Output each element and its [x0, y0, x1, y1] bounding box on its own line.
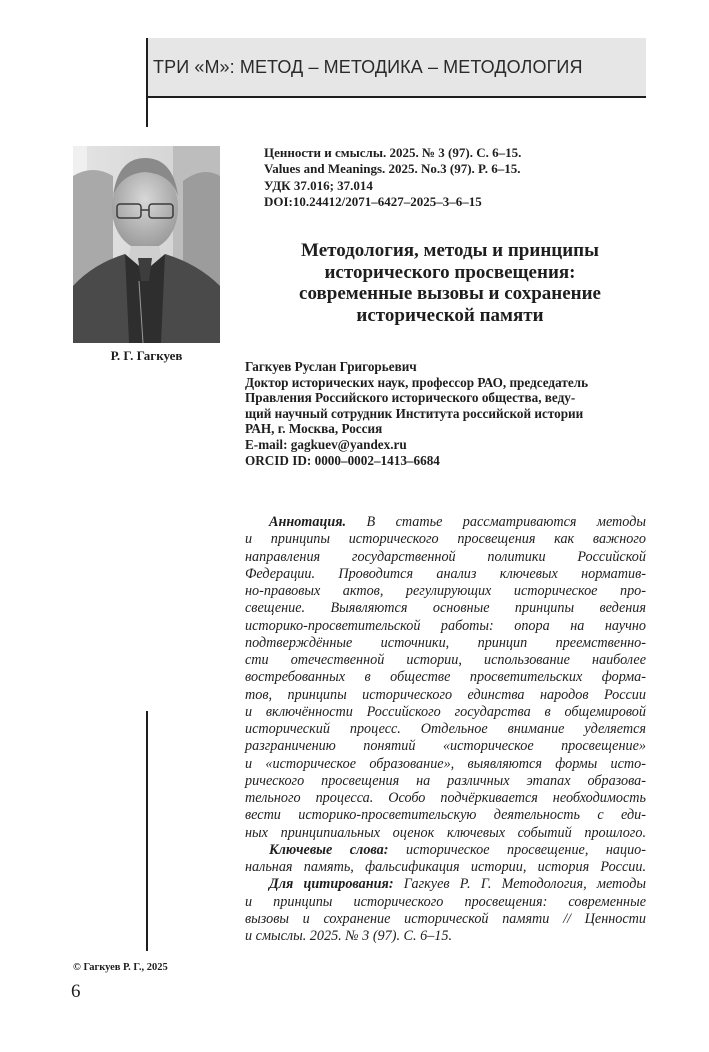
abstract-line: свещение. Выявляются основные принципы ведения [245, 600, 646, 617]
citation-line: вызовы и сохранение исторической памяти // Ценности [245, 910, 646, 927]
author-affiliation-line: Доктор исторических наук, профессор РАО, председатель [245, 374, 589, 390]
copyright-notice: © Гагкуев Р. Г., 2025 [73, 962, 168, 973]
abstract-line: разграничению понятий «историческое просвещение» [245, 738, 646, 755]
abstract-line: ных принципиальных оценок ключевых событий прошлого. [245, 824, 646, 841]
abstract-line: и принципы исторического просвещения как важного [245, 531, 646, 548]
title-line: исторического просвещения: [324, 261, 576, 283]
abstract-line: подтверждённые источники, принцип преемственно- [245, 634, 646, 651]
keywords-first-line [245, 842, 646, 859]
abstract-line: направления государственной политики Российской [245, 548, 646, 565]
author-portrait-image [73, 146, 220, 343]
page-number: 6 [71, 981, 81, 1002]
article-title [255, 240, 645, 326]
photo-caption: Р. Г. Гагкуев [110, 348, 183, 363]
abstract-line: востребованных в обществе просветительских форма- [245, 669, 646, 686]
author-affiliation-line: щий научный сотрудник Института российской истории [245, 405, 584, 421]
abstract-line: Федерации. Проводится анализ ключевых норматив- [245, 565, 646, 582]
abstract-label: Аннотация. [269, 514, 347, 530]
keywords-line: нальная память, фальсификация истории, история России. [245, 859, 646, 875]
abstract-first-line [245, 514, 646, 531]
decorative-vertical-rule-bottom [146, 711, 148, 951]
citation-text: Гагкуев Р. Г. Методология, методы [393, 876, 646, 893]
citation-first-line [245, 876, 646, 893]
abstract-line: тов, принципы исторического единства народов России [245, 686, 646, 703]
author-affiliation-line: РАН, г. Москва, Россия [245, 421, 383, 437]
citation-ru: Ценности и смыслы. 2025. № 3 (97). С. 6–15. [264, 145, 522, 160]
citation-line: и смыслы. 2025. № 3 (97). С. 6–15. [245, 928, 453, 944]
keywords-text: историческое просвещение, нацио- [388, 841, 646, 858]
abstract-line: исторический процесс. Отдельное внимание уделяется [245, 721, 646, 737]
udc-code: УДК 37.016; 37.014 [264, 177, 373, 193]
abstract-line: рического просвещения на различных этапах образова- [245, 772, 646, 789]
author-affiliation-line: Правления Российского исторического общества, веду- [245, 390, 576, 406]
citation-en: Values and Meanings. 2025. No.3 (97). P. 6–15. [264, 161, 521, 177]
abstract-section [245, 514, 646, 945]
abstract-line: сти отечественной истории, использование наиболее [245, 652, 646, 668]
doi: DOI:10.24412/2071–6427–2025–3–6–15 [264, 193, 482, 209]
keywords-label: Ключевые слова: [269, 841, 389, 858]
running-section-header [147, 38, 646, 98]
author-photo [73, 146, 220, 343]
abstract-line: и включённости Российского государства в общемировой [245, 703, 646, 720]
abstract-line: тельного процесса. Особо подчёркивается необходимость [245, 790, 646, 806]
author-info [245, 359, 650, 468]
abstract-line: вести историко-просветительскую деятельность с еди- [245, 807, 646, 824]
decorative-vertical-rule-top [146, 38, 148, 127]
author-name: Гагкуев Руслан Григорьевич [245, 359, 417, 374]
abstract-line: историко-просветительской работы: опора на научно [245, 617, 646, 634]
author-email[interactable]: E-mail: gagkuev@yandex.ru [245, 436, 407, 452]
citation-line: и принципы исторического просвещения: современные [245, 893, 646, 910]
abstract-line: и «историческое образование», выявляются формы исто- [245, 755, 646, 772]
title-line: современные вызовы и сохранение [299, 283, 601, 304]
publication-metadata [264, 145, 521, 210]
section-title: ТРИ «М»: МЕТОД – МЕТОДИКА – МЕТОДОЛОГИЯ [153, 57, 583, 77]
title-line: исторической памяти [356, 304, 544, 326]
title-line: Методология, методы и принципы [301, 240, 599, 261]
abstract-text: В статье рассматриваются методы [346, 514, 646, 530]
citation-label: Для цитирования: [269, 876, 394, 893]
author-orcid: ORCID ID: 0000–0002–1413–6684 [245, 452, 440, 468]
abstract-line: но-правовых актов, регулирующих историческое про- [245, 583, 646, 599]
